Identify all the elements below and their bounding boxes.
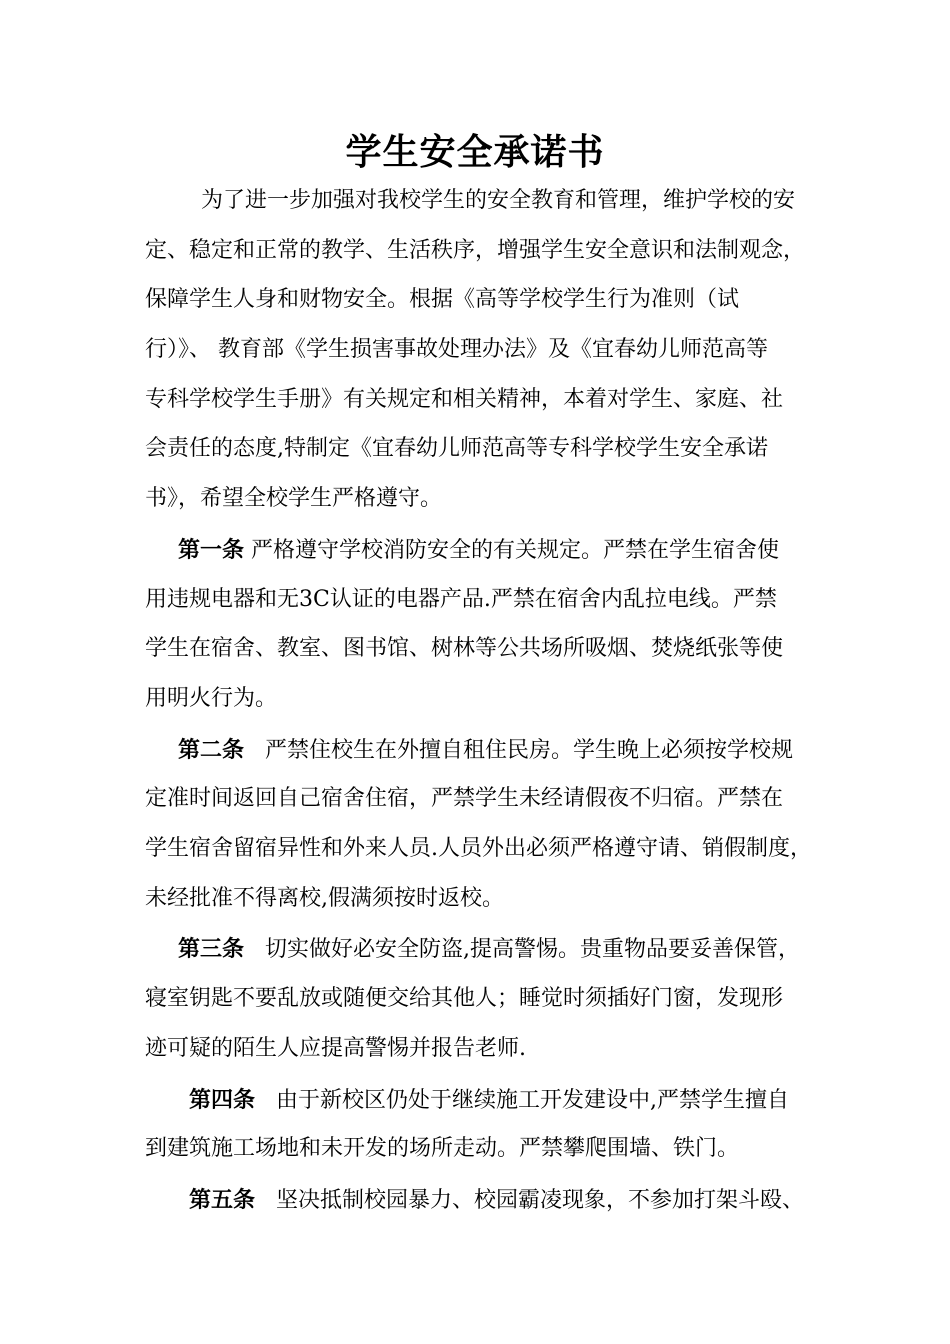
intro-line: 书》，希望全校学生严格遵守。 xyxy=(145,486,443,511)
article-text: 由于新校区仍处于继续施工开发建设中,严禁学生擅自 xyxy=(276,1088,789,1113)
article-line: 迹可疑的陌生人应提高警惕并报告老师. xyxy=(145,1036,526,1061)
article-text: 严禁住校生在外擅自租住民房。学生晚上必须按学校规 xyxy=(265,738,794,763)
article-heading: 第四条 xyxy=(189,1087,256,1113)
article-line: 未经批准不得离校,假满须按时返校。 xyxy=(145,886,504,911)
intro-line: 定、稳定和正常的教学、生活秩序，增强学生安全意识和法制观念， xyxy=(145,238,806,263)
article-first-line xyxy=(189,1085,789,1116)
article-text: 严格遵守学校消防安全的有关规定。严禁在学生宿舍使 xyxy=(251,538,780,563)
article-line: 学生在宿舍、教室、图书馆、树林等公共场所吸烟、焚烧纸张等使 xyxy=(145,636,784,661)
article-first-line xyxy=(189,1185,804,1216)
intro-line: 专科学校学生手册》有关规定和相关精神，本着对学生、家庭、社 xyxy=(145,387,784,412)
article-text: 切实做好必安全防盗,提高警惕。贵重物品要妥善保管， xyxy=(265,937,800,962)
intro-line: 会责任的态度,特制定《宜春幼儿师范高等专科学校学生安全承诺 xyxy=(145,436,768,461)
intro-line: 行）》、 教育部《学生损害事故处理办法》及《宜春幼儿师范高等 xyxy=(145,337,768,362)
article-heading: 第三条 xyxy=(178,936,245,962)
article-line: 寝室钥匙不要乱放或随便交给其他人；睡觉时须插好门窗，发现形 xyxy=(145,986,784,1011)
article-first-line xyxy=(178,934,800,965)
article-first-line xyxy=(178,535,779,566)
article-line: 用明火行为。 xyxy=(145,686,278,711)
article-heading: 第五条 xyxy=(189,1187,256,1213)
intro-line: 为了进一步加强对我校学生的安全教育和管理，维护学校的安 xyxy=(201,188,796,213)
article-line: 到建筑施工场地和未开发的场所走动。严禁攀爬围墙、铁门。 xyxy=(145,1136,740,1161)
article-line: 定准时间返回自己宿舍住宿，严禁学生未经请假夜不归宿。严禁在 xyxy=(145,786,784,811)
article-text: 坚决抵制校园暴力、校园霸凌现象，不参加打架斗殴、 xyxy=(276,1188,805,1213)
intro-line: 保障学生人身和财物安全。根据《高等学校学生行为准则（试 xyxy=(145,287,740,312)
article-heading: 第二条 xyxy=(178,737,245,763)
document-title: 学生安全承诺书 xyxy=(345,131,605,173)
article-first-line xyxy=(178,735,793,766)
article-line: 用违规电器和无3C认证的电器产品.严禁在宿舍内乱拉电线。严禁 xyxy=(145,587,777,612)
article-heading: 第一条 xyxy=(178,537,245,563)
article-line: 学生宿舍留宿异性和外来人员.人员外出必须严格遵守请、销假制度， xyxy=(145,836,812,861)
